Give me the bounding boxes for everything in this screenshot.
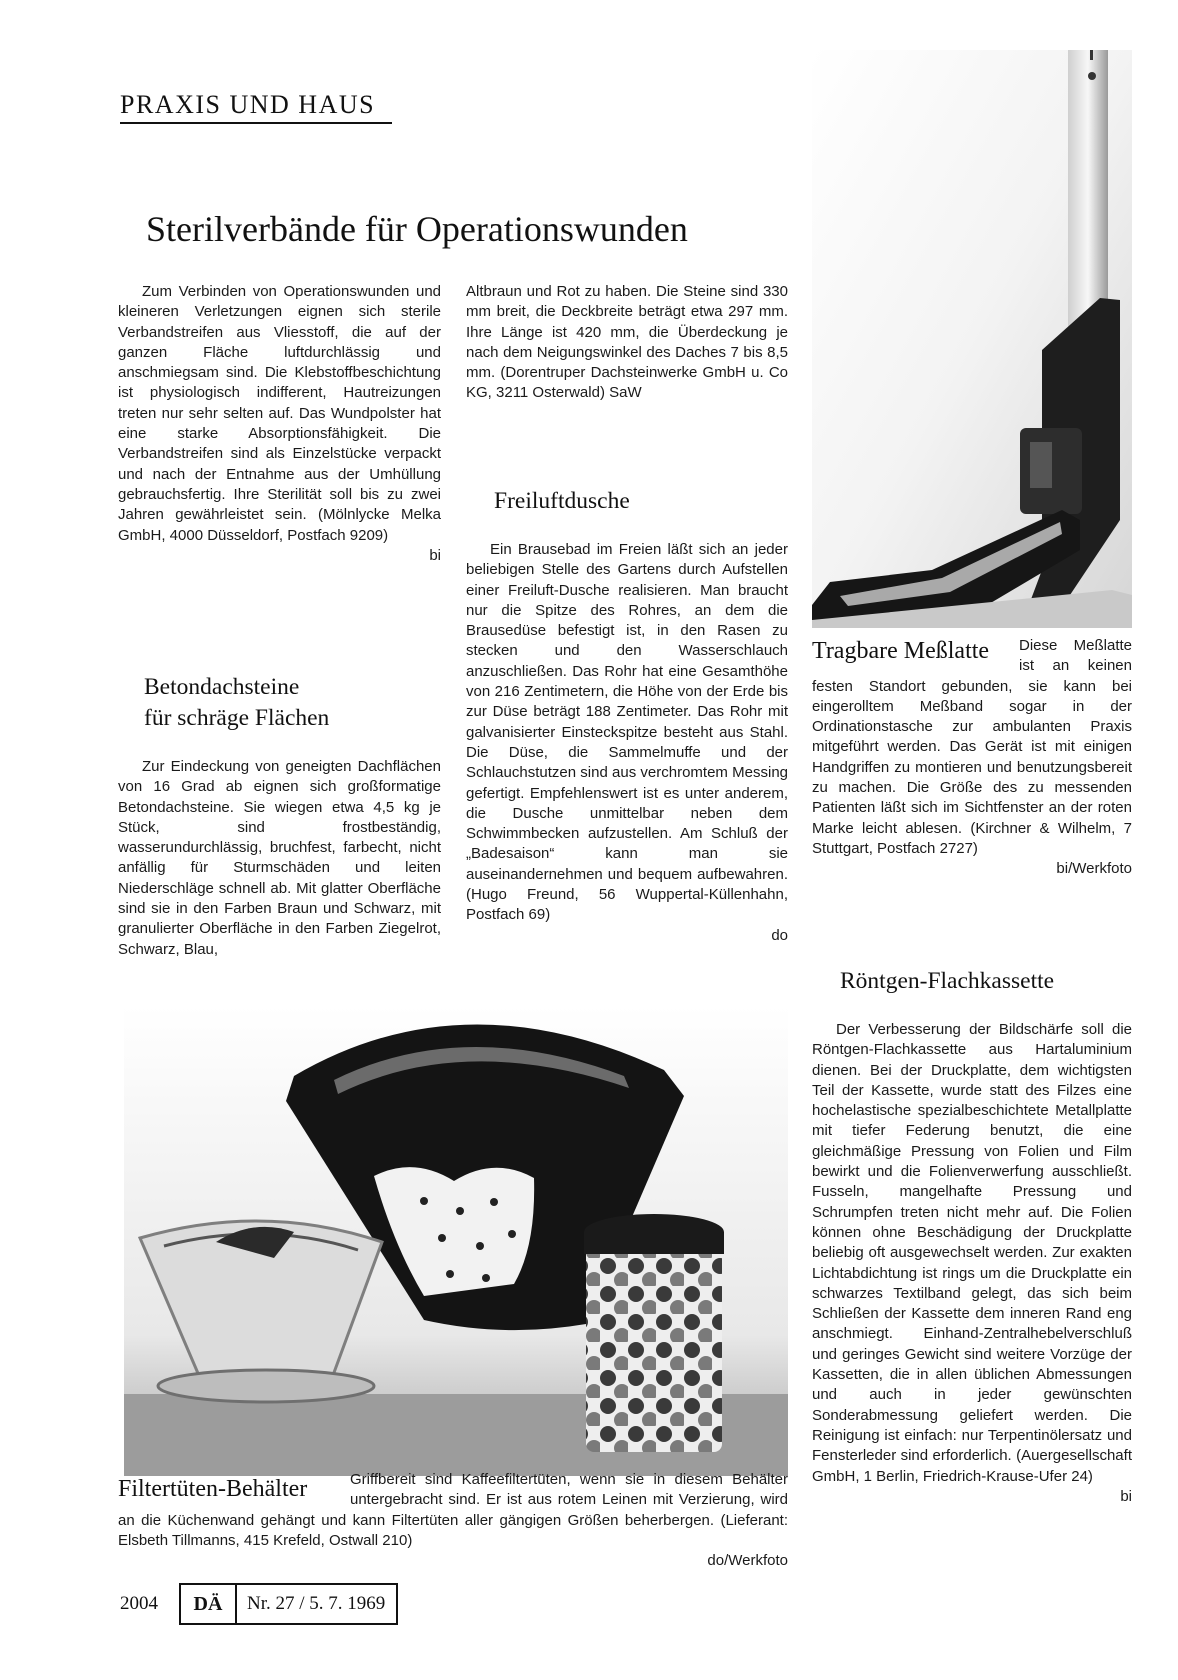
dusche-article-text: Ein Brausebad im Freien läßt sich an jeder beliebigen Stelle des Gartens durch Aufstellen einer Freiluft-Dusche realisieren. Man braucht nur die Spitze des Rohres, an dem die Brausedüse befestigt ist, in den Rasen zu stecken und den Wasserschlauch anzuschließen. Das Rohr hat eine Gesamthöhe von 216 Zentimetern, die Höhe von der Erde bis zur Düse beträgt 188 Zentimeter. Das Rohr mit galvanisierter Einsteckspitze besteht aus Stahl. Die Düse, die Sammelmuffe und der Schlauchstutzen sind aus verchromtem Messing gefertigt. Empfehlenswert ist es unter anderem, die Dusche unmittelbar neben dem Schwimmbecken aufzustellen. Am Schluß der „Badesaison“ kann man sie auseinandernehmen und bequem aufbewahren. (Hugo Freund, 56 Wuppertal-Küllenhahn, Postfach 69) xyxy=(466,541,788,924)
issue-label: Nr. 27 / 5. 7. 1969 xyxy=(247,1593,386,1614)
section-label: PRAXIS UND HAUS xyxy=(120,90,376,119)
sterile-article-text: Zum Verbinden von Operationswunden und kleineren Verletzungen eignen sich sterile Verbandstreifen aus Vliesstoff, die auf der ganzen Fläche luftdurchlässig und anschmiegsam sind. Die Klebstoffbeschichtung ist physiologisch indifferent, Hautreizungen treten nur sehr selten auf. Das Wundpolster hat eine starke Absorptionsfähigkeit. Die Verbandstreifen sind als Einzelstücke verpackt und nach der Entnahme aus der Umhüllung gebrauchsfertig. Ihre Sterilität soll bis zu zwei Jahren gewährleistet sein. (Mölnlycke Melka GmbH, 4000 Düsseldorf, Postfach 9209) xyxy=(118,283,441,544)
beton-article-text-b: Altbraun und Rot zu haben. Die Steine sind 330 mm breit, die Deckbreite beträgt etwa 297 mm. Ihre Länge ist 420 mm, die Überdeckung je nach dem Neigungswinkel des Daches 7 bis 8,5 mm. (Dorentruper Dachsteinwerke GmbH u. Co KG, 3211 Osterwald) SaW xyxy=(466,283,788,402)
messlatte-article-body xyxy=(812,636,1132,880)
roentgen-article-signature: bi xyxy=(1120,1487,1132,1505)
messlatte-article-text: Diese Meßlatte ist an keinen festen Standort gebunden, sie kann bei eingerolltem Meßband sogar in der Ordinationstasche zur ambulanten Praxis mitgeführt werden. Das Gerät ist mit einigen Handgriffen zu montieren und benutzungsbereit zu machen. Die Größe des zu messenden Patienten läßt sich im Sichtfenster an der roten Marke leicht ablesen. (Kirchner & Wilhelm, 7 Stuttgart, Postfach 2727) xyxy=(812,637,1132,857)
messlatte-heading: Tragbare Meßlatte xyxy=(812,638,990,664)
messlatte-photo xyxy=(812,50,1132,628)
section-rule xyxy=(120,122,392,124)
page-number: 2004 xyxy=(120,1593,158,1614)
journal-logo: DÄ xyxy=(181,1585,237,1623)
filter-heading: Filtertüten-Behälter xyxy=(118,1476,308,1502)
filter-article-body xyxy=(118,1470,788,1571)
beton-article-body-b xyxy=(466,282,788,404)
filter-photo xyxy=(124,1006,788,1476)
beton-heading-line-2: für schräge Flächen xyxy=(144,705,330,731)
article-title: Sterilverbände für Operationswunden xyxy=(146,209,688,249)
roentgen-article-text: Der Verbesserung der Bildschärfe soll die Röntgen-Flachkassette aus Hartaluminium dienen. Bei der Druckplatte, dem wichtigsten Teil der Kassette, wurde statt des Filzes eine hochelastische spezialbeschichtete Metallplatte mit tiefer Federung benutzt, die eine gleichmäßige Pressung von Folien und Film bewirkt und die Folienverwerfung ausschließt. Fusseln, mangelhafte Pressung und Schrumpfen treten nicht mehr auf. Die Folien können ohne Beschädigung der Druckplatte beliebig oft ausgewechselt werden. Zur exakten Lichtabdichtung ist rings um die Druckplatte ein schwarzes Textilband gelegt, das sich beim Schließen der Kassette dem inneren Rand eng anschmiegt. Einhand-Zentralhebelverschluß und geringes Gewicht sind weitere Vorzüge der Kassetten, die in allen üblichen Abmessungen und auch in jeder gewünschten Sonderabmessung geliefert werden. Die Reinigung ist einfach: nur Terpentinölersatz und Fensterleder sind erforderlich. (Auergesellschaft GmbH, 1 Berlin, Friedrich-Krause-Ufer 24) xyxy=(812,1021,1132,1485)
filter-article-signature: do/Werkfoto xyxy=(707,1552,788,1570)
journal-issue-box xyxy=(179,1583,398,1625)
filter-article-text: Griffbereit sind Kaffeefiltertüten, wenn sie in diesem Behälter untergebracht sind. Er ist aus rotem Leinen mit Verzierung, wird an die Küchenwand gehängt und kann Filtertüten aller gängigen Größen beherbergen. (Lieferant: Elsbeth Tillmanns, 415 Krefeld, Ostwall 210) xyxy=(118,1471,788,1549)
sterile-article-body xyxy=(118,282,441,566)
dusche-heading: Freiluftdusche xyxy=(494,488,630,514)
roentgen-heading: Röntgen-Flachkassette xyxy=(840,968,1055,994)
sterile-article-signature: bi xyxy=(429,546,441,564)
roentgen-article-body xyxy=(812,1020,1132,1507)
beton-heading xyxy=(144,672,329,734)
beton-article-body-a xyxy=(118,757,441,960)
dusche-article-signature: do xyxy=(771,926,788,944)
dusche-article-body xyxy=(466,540,788,946)
beton-article-text-a: Zur Eindeckung von geneigten Dachflächen von 16 Grad ab eignen sich großformatige Betondachsteine. Sie wiegen etwa 4,5 kg je Stück, sind frostbeständig, wasserundurchlässig, bruchfest, farbecht, nicht anfällig für Sturmschäden und leiten Niederschläge schnell ab. Mit glatter Oberfläche sind sie in den Farben Braun und Schwarz, mit granulierter Oberfläche in den Farben Ziegelrot, Schwarz, Blau, xyxy=(118,758,441,958)
messlatte-article-signature: bi/Werkfoto xyxy=(1056,860,1132,878)
beton-heading-line-1: Betondachsteine xyxy=(144,674,300,700)
